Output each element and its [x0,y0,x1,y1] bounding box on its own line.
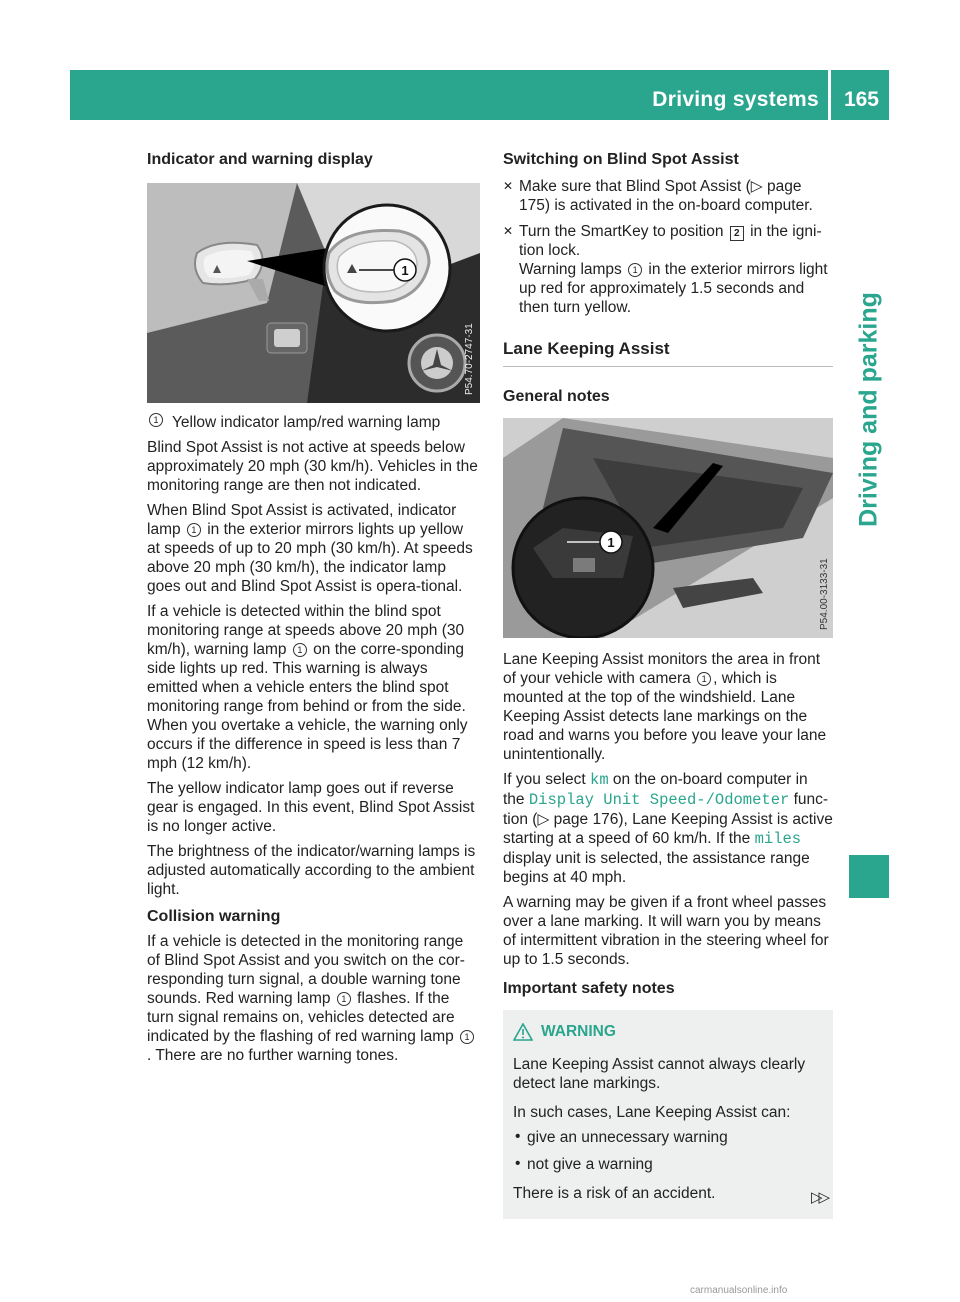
legend-text: Yellow indicator lamp/red warning lamp [172,414,441,431]
camera-ref-number: 1 [697,672,711,686]
lamp-ref-number: 1 [337,992,351,1006]
left-column [147,150,480,1071]
page-number: 165 [843,88,879,111]
section-title: Driving systems [652,88,819,111]
paragraph: Blind Spot Assist is not active at speeds below approximately 20 mph (30 km/h). Vehicles in the monitoring range are then not indicated. [147,439,478,494]
warning-text: There is a risk of an accident. [513,1185,716,1202]
side-tab [849,120,889,900]
warning-list [513,1128,823,1174]
safety-heading: Important safety notes [503,980,675,997]
mirror-illustration [147,183,480,403]
general-notes-heading: General notes [503,388,610,405]
camera-illustration-svg [503,418,833,638]
paragraph: If you select km on the on-board computer in the Display Unit Speed-/Odometer func-tion (▷ page 176), Lane Keeping Assist is active starting at a speed of 60 km/h. If the miles display unit is selected, the assistance range begins at 40 mph. [503,771,833,886]
legend-number: 1 [149,413,163,427]
paragraph: The yellow indicator lamp goes out if reverse gear is engaged. In this event, Blind Spot Assist is no longer active. [147,780,475,835]
warning-text: Lane Keeping Assist cannot always clearly detect lane markings. [513,1056,806,1092]
menu-name: Display Unit Speed-/Odometer [528,791,790,809]
switch-on-heading: Switching on Blind Spot Assist [503,151,739,168]
mirror-illustration-svg [147,183,480,403]
camera-image-code: P54.00-3133-31 [819,558,830,630]
instruction-steps [503,177,833,317]
warning-triangle-icon [513,1023,533,1041]
warning-list-item: • not give a warning [513,1155,823,1174]
paragraph: A warning may be given if a front wheel passes over a lane marking. It will warn you by means of intermittent vibration in the steering wheel for up to 1.5 seconds. [503,894,829,968]
legend-row [147,413,480,432]
collision-heading: Collision warning [147,908,281,925]
side-tab-marker [849,855,889,898]
camera-illustration [503,418,833,638]
continue-arrow-icon: ▷▷ [811,1189,827,1206]
page-header [70,70,889,120]
paragraph: If a vehicle is detected in the monitoring range of Blind Spot Assist and you switch on the cor-responding turn signal, a double warning tone sounds. Red warning lamp 1 flashes. If the turn signal remains on, vehicles detected are indicated by the flashing of red warning lamp 1. There are no further warning tones. [147,932,480,1065]
step-item: ✕ Make sure that Blind Spot Assist (▷ page 175) is activated in the on-board computer. [503,177,833,215]
mirror-callout: 1 [401,263,409,278]
lamp-ref-number: 1 [187,523,201,537]
paragraph: If a vehicle is detected within the blind spot monitoring range at speeds above 20 mph (30 km/h), warning lamp 1 on the corre-sponding side lights up red. This warning is always emitted when a vehicle enters the blind spot monitoring range from behind or from the side. When you overtake a vehicle, the warning only occurs if the difference in speed is less than 7 mph (12 km/h). [147,603,468,772]
footer-watermark: carmanualsonline.info [690,1285,788,1296]
lamp-ref-number: 1 [460,1030,474,1044]
side-tab-label: Driving and parking [854,292,883,527]
display-value-km: km [590,771,609,789]
display-value-miles: miles [754,830,802,848]
warning-label: WARNING [541,1023,616,1040]
lane-keeping-heading: Lane Keeping Assist [503,339,833,367]
header-separator [828,70,831,120]
key-position-number: 2 [730,226,744,241]
warning-list-item: • give an unnecessary warning [513,1128,823,1147]
indicator-heading: Indicator and warning display [147,151,373,168]
warning-header [513,1022,823,1041]
paragraph: Lane Keeping Assist monitors the area in front of your vehicle with camera 1 , which is mounted at the top of the windshield. Lane Keeping Assist detects lane markings on the road and warns you before you leave your lane unintentionally. [503,651,827,763]
right-column [503,150,833,1219]
step-item: ✕ Turn the SmartKey to position 2 in the igni-tion lock. Warning lamps 1 in the exterior mirrors light up red for approximately 1.5 seconds and then turn yellow. [503,222,833,317]
camera-callout: 1 [607,535,615,550]
warning-text: In such cases, Lane Keeping Assist can: [513,1104,791,1121]
mirror-image-code: P54.70-2747-31 [464,323,475,395]
paragraph: The brightness of the indicator/warning lamps is adjusted automatically according to the ambient light. [147,843,476,898]
lamp-ref-number: 1 [293,643,307,657]
warning-box [503,1010,833,1219]
lamp-ref-number: 1 [628,263,642,277]
paragraph: When Blind Spot Assist is activated, indicator lamp 1 in the exterior mirrors lights up yellow at speeds of up to 20 mph (30 km/h). At speeds above 20 mph (30 km/h), the indicator lamp goes out and Blind Spot Assist is opera-tional. [147,502,473,595]
